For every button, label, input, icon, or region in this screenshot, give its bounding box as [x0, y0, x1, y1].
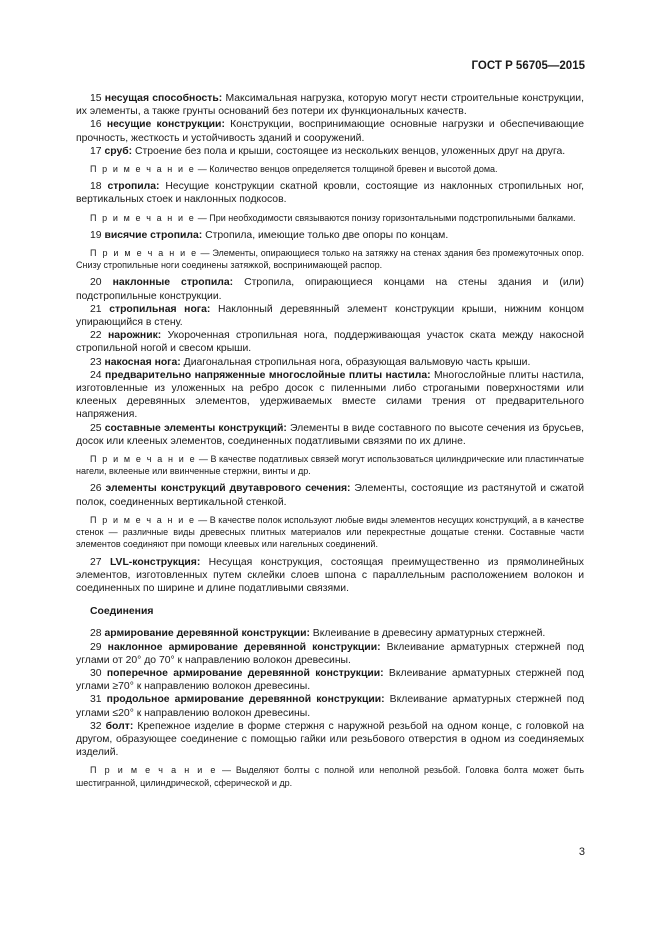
note-32: П р и м е ч а н и е — Выделяют болты с полной или неполной резьбой. Головка болта может быть шестигранной, цилиндрической, сферической и др. [76, 765, 585, 788]
term-entry-31: 31 продольное армирование деревянной конструкции: Вклеивание арматурных стержней под углами ≤20° к направлению волокон древесины. [76, 694, 585, 719]
term-entry-30: 30 поперечное армирование деревянной конструкции: Вклеивание арматурных стержней под углами ≥70° к направлению волокон древесины. [76, 667, 584, 693]
term-entry-16: 16 несущие конструкции: Конструкции, воспринимающие основные нагрузки и обеспечивающие прочность, жесткость и устойчивость зданий и сооружений. [76, 119, 584, 144]
term-entry-28: 28 армирование деревянной конструкции: Вклеивание в древесину арматурных стержней. [90, 628, 546, 640]
note-26: П р и м е ч а н и е — В качестве полок используют любые виды элементов несущих конструкций, а в качестве стенок — различные виды древесных плитных материалов или перекрестные дощатые стенки. Составные части элементов соединяют при помощи клеевых или нагельных соединений. [76, 514, 585, 550]
note-17: П р и м е ч а н и е — Количество венцов определяется толщиной бревен и высотой дома. [90, 164, 498, 175]
term-entry-23: 23 накосная нога: Диагональная стропильная нога, образующая вальмовую часть крыши. [90, 356, 531, 368]
term-entry-19: 19 висячие стропила: Стропила, имеющие только две опоры по концам. [90, 229, 449, 241]
section-title: Соединения [90, 606, 154, 618]
term-entry-25: 25 составные элементы конструкций: Элементы в виде составного по высоте сечения из брусьев, досок или клееных элементов, соединенных податливыми связями по их длине. [76, 422, 585, 447]
document-body [76, 92, 584, 794]
term-entry-18: 18 стропила: Несущие конструкции скатной кровли, состоящие из наклонных стропильных ног, вертикальных стоек и наклонных подкосов. [76, 181, 584, 206]
term-entry-29: 29 наклонное армирование деревянной конструкции: Вклеивание арматурных стержней под углами от 20° до 70° к направлению волокон древесины. [76, 641, 584, 666]
term-entry-21: 21 стропильная нога: Наклонный деревянный элемент конструкции крыши, нижним концом упирающийся в стену. [76, 303, 584, 329]
term-entry-15: 15 несущая способность: Максимальная нагрузка, которую могут нести строительные конструкции, их элементы, а также грунты оснований без потери их функциональных качеств. [76, 93, 585, 118]
note-19: П р и м е ч а н и е — Элементы, опирающиеся только на затяжку на стенах здания без промежуточных опор. Снизу стропильные ноги соединены затяжкой, воспринимающей распор. [76, 248, 584, 271]
term-entry-22: 22 нарожник: Укороченная стропильная нога, поддерживающая участок ската между накосной стропильной ногой и свесом крыши. [76, 330, 585, 355]
document-id: ГОСТ Р 56705—2015 [471, 60, 585, 72]
term-entry-17: 17 сруб: Строение без пола и крыши, состоящее из нескольких венцов, уложенных друг на друга. [90, 145, 566, 157]
page-number: 3 [578, 846, 585, 858]
term-entry-32: 32 болт: Крепежное изделие в форме стержня с наружной резьбой на одном конце, с головкой на другом, образующее соединение с помощью гайки или резьбового отверстия в одном из соединяемых изделий. [76, 720, 584, 759]
term-entry-27: 27 LVL-конструкция: Несущая конструкция, состоящая преимущественно из прямолинейных элементов, изготовленных путем склейки слоев шпона с параллельным расположением волокон и соединенных по ширине и длине податливыми связями. [76, 556, 585, 594]
term-entry-24: 24 предварительно напряженные многослойные плиты настила: Многослойные плиты настила, изготовленные из уложенных на ребро досок с пиленными либо строгаными поверхностями или клееных деревянных элементов, удерживаемых вместе силами трения от предварительного напряжения. [76, 369, 585, 421]
note-18: П р и м е ч а н и е — При необходимости связываются понизу горизонтальными подстропильными балками. [90, 212, 576, 223]
term-entry-26: 26 элементы конструкций двутаврового сечения: Элементы, состоящие из растянутой и сжатой полок, соединенных вертикальной стенкой. [76, 483, 584, 508]
note-25: П р и м е ч а н и е — В качестве податливых связей могут использоваться цилиндрические или пластинчатые нагели, вклееные или ввинченные стержни, винты и др. [76, 454, 584, 477]
term-entry-20: 20 наклонные стропила: Стропила, опирающиеся концами на стены здания и (или) подстропильные конструкции. [76, 277, 584, 302]
